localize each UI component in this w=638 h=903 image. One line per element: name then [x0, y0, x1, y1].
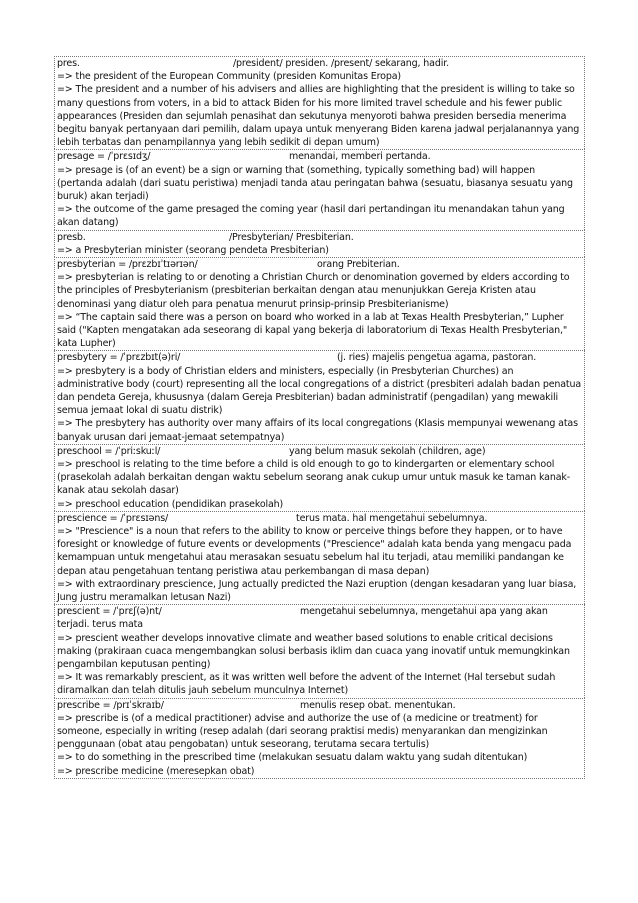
dictionary-entry — [54, 257, 585, 350]
example-line: => It was remarkably prescient, as it was written well before the advent of the Internet (Hal tersebut sudah diramalkan dan telah ditulis jauh sebelum munculnya Internet) — [57, 672, 556, 697]
headword: prescient = /ˈprɛʃ(ə)nt/ — [57, 606, 162, 618]
gloss: yang belum masuk sekolah (children, age) — [289, 445, 486, 457]
example-line: => prescient weather develops innovative climate and weather based solutions to enable critical decisions making (prakiraan cuaca mengembangkan solusi berbasis iklim dan cuaca yang inovatif untuk memungkinkan pengambilan keputusan penting) — [57, 632, 570, 671]
dictionary-entry — [54, 604, 585, 697]
example-line: => prescribe medicine (meresepkan obat) — [57, 765, 255, 777]
headword: presb. — [57, 231, 86, 243]
gloss: /president/ presiden. /present/ sekarang, hadir. — [233, 58, 449, 69]
gloss: terus mata. hal mengetahui sebelumnya. — [296, 512, 488, 524]
headword: presage = /ˈprɛsɪdʒ/ — [57, 151, 151, 163]
dictionary-entry — [54, 444, 585, 511]
dictionary-page — [54, 56, 585, 779]
headword: presbytery = /ˈprɛzbɪt(ə)ri/ — [57, 352, 181, 364]
entry-heading — [57, 231, 582, 244]
gloss: orang Prebiterian. — [317, 259, 400, 270]
entry-heading — [57, 351, 582, 364]
example-line: => presage is (of an event) be a sign or warning that (something, typically something bad) will happen (pertanda adalah (dari suatu peristiwa) menjadi tanda atau peringatan bahwa (sesuatu, biasanya sesuatu yang buruk) akan terjadi) — [57, 164, 573, 202]
headword: prescience = /ˈprɛsɪəns/ — [57, 512, 169, 524]
gloss: /Presbyterian/ Presbiterian. — [229, 231, 354, 243]
headword: presbyterian = /prɛzbɪˈtɪərɪən/ — [57, 259, 198, 270]
entry-heading — [57, 150, 582, 163]
dictionary-entry — [54, 511, 585, 604]
entry-heading — [57, 699, 582, 712]
gloss: (j. ries) majelis pengetua agama, pastoran. — [337, 352, 537, 364]
example-line: => with extraordinary prescience, Jung actually predicted the Nazi eruption (dengan kesadaran yang luar biasa, Jung justru meramalkan letusan Nazi) — [57, 578, 577, 604]
headword: prescribe = /prɪˈskraɪb/ — [57, 699, 164, 711]
dictionary-entry — [54, 56, 585, 149]
example-line: => prescribe is (of a medical practitioner) advise and authorize the use of (a medicine or treatment) for someone, especially in writing (resep adalah (dari seorang praktisi medis) menyarankan dan mengizinkan penggunaan (obat atau pengobatan) untuk seseorang, terutama secara tertulis) — [57, 712, 548, 751]
example-line: => preschool is relating to the time before a child is old enough to go to kindergarten or elementary school (prasekolah adalah berkaitan dengan waktu sebelum seorang anak cukup umur untuk masuk ke taman kanak-kanak atau sekolah dasar) — [57, 459, 571, 497]
gloss: menulis resep obat. menentukan. — [300, 699, 456, 711]
example-line: => The president and a number of his advisers and allies are highlighting that the president is willing to take so many questions from voters, in a bid to attack Biden for his more limited travel schedule and his fewer public appearances (Presiden dan sejumlah penasihat dan sekutunya menyoroti bahwa presiden bersedia menerima begitu banyak pertanyaan dari pemilih, dalam upaya untuk menyerang Biden karena jadwal perjalanannya yang lebih terbatas dan penampilannya yang lebih sedikit di depan umum) — [57, 84, 580, 149]
example-line: => presbyterian is relating to or denoting a Christian Church or denomination governed by elders according to the principles of Presbyterianism (presbiterian berkaitan dengan atau menunjukkan Gereja Kristen atau denominasi yang diatur oleh para penatua menurut prinsip-prinsip Presbiterianisme) — [57, 272, 570, 310]
dictionary-entry — [54, 350, 585, 443]
gloss: mengetahui sebelumnya, mengetahui apa yang akan — [300, 606, 548, 618]
example-line: => the president of the European Community (presiden Komunitas Eropa) — [57, 71, 401, 83]
entry-heading — [57, 258, 582, 271]
headword: preschool = /ˈpriːskuːl/ — [57, 445, 161, 457]
entry-heading — [57, 512, 582, 525]
example-line: => The presbytery has authority over many affairs of its local congregations (Klasis mempunyai wewenang atas banyak urusan dari jemaat-jemaat setempatnya) — [57, 418, 578, 443]
example-line: => the outcome of the game presaged the coming year (hasil dari pertandingan itu menandakan tahun yang akan datang) — [57, 204, 565, 229]
example-line: => a Presbyterian minister (seorang pendeta Presbiterian) — [57, 244, 329, 256]
headword: pres. — [57, 58, 80, 69]
entry-heading — [57, 57, 582, 70]
entry-heading — [57, 445, 582, 458]
example-line: => preschool education (pendidikan prasekolah) — [57, 498, 284, 510]
example-line: => “The captain said there was a person on board who worked in a lab at Texas Health Presbyterian,” Lupher said ("Kapten mengatakan ada seseorang di kapal yang bekerja di laboratorium di Texas Health Presbyterian," kata Lupher) — [57, 311, 568, 350]
example-line: => presbytery is a body of Christian elders and ministers, especially (in Presbyterian Churches) an administrative body (court) representing all the local congregations of a district (presbiteri adalah badan penatua dan pendeta Gereja, khususnya (dalam Gereja Presbiterian) badan administratif (pengadilan) yang mewakili semua jemaat lokal di suatu distrik) — [57, 365, 582, 417]
example-line: terjadi. terus mata — [57, 619, 143, 631]
dictionary-entry — [54, 149, 585, 229]
dictionary-entry — [54, 698, 585, 779]
gloss: menandai, memberi pertanda. — [289, 151, 431, 163]
example-line: => to do something in the prescribed time (melakukan sesuatu dalam waktu yang sudah ditentukan) — [57, 752, 528, 764]
entry-heading — [57, 605, 582, 618]
dictionary-entry — [54, 230, 585, 257]
example-line: => "Prescience" is a noun that refers to the ability to know or perceive things before they happen, or to have foresight or knowledge of future events or developments ("Prescience" adalah kata benda yang mengacu pada kemampuan untuk mengetahui atau merasakan sesuatu sebelum hal itu terjadi, atau memiliki pandangan ke depan atau pengetahuan tentang peristiwa atau perkembangan di masa depan) — [57, 526, 572, 577]
